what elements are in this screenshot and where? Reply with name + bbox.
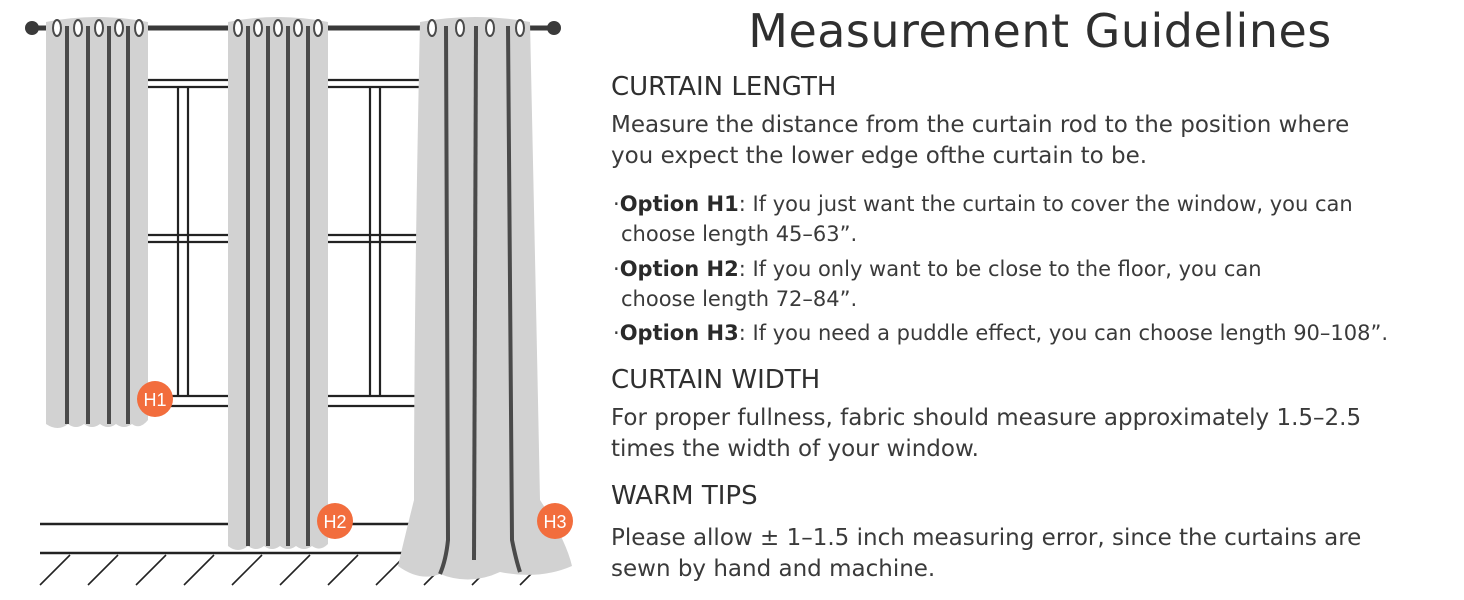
option-h1: ·Option H1: If you just want the curtain to cover the window, you can choose length 45–63”. [613, 189, 1353, 249]
heading-warm-tips: WARM TIPS [611, 481, 758, 511]
option-h2: ·Option H2: If you only want to be close to the floor, you can choose length 72–84”. [613, 254, 1262, 314]
heading-curtain-width: CURTAIN WIDTH [611, 365, 821, 395]
option-h3-label: Option H3 [619, 321, 739, 345]
marker-h2 [317, 503, 353, 539]
warm-tips-line-2: sewn by hand and machine. [611, 556, 936, 582]
curtain-width-line-2: times the width of your window. [611, 436, 979, 462]
curtain-h2 [228, 17, 328, 550]
marker-h1-label: H1 [143, 390, 167, 410]
option-h2-label: Option H2 [619, 257, 739, 281]
option-h1-label: Option H1 [619, 192, 739, 216]
marker-h3 [537, 503, 573, 539]
option-h1-text-cont: choose length 45–63”. [621, 222, 858, 246]
curtain-width-line-1: For proper fullness, fabric should measure approximately 1.5–2.5 [611, 405, 1362, 431]
warm-tips-text [611, 523, 1361, 585]
curtain-length-text [611, 110, 1349, 172]
option-h3: ·Option H3: If you need a puddle effect, you can choose length 90–108”. [613, 321, 1389, 345]
warm-tips-line-1: Please allow ± 1–1.5 inch measuring error, since the curtains are [611, 525, 1362, 551]
page-title: Measurement Guidelines [748, 4, 1332, 58]
option-h2-text-cont: choose length 72–84”. [621, 287, 858, 311]
curtain-h3 [398, 17, 572, 580]
marker-h1 [137, 381, 173, 417]
option-h1-text: : If you just want the curtain to cover the window, you can [738, 192, 1353, 216]
option-h2-text: : If you only want to be close to the floor, you can [738, 257, 1262, 281]
option-h3-text: : If you need a puddle effect, you can choose length 90–108”. [738, 321, 1389, 345]
curtain-length-line-1: Measure the distance from the curtain rod to the position where [611, 112, 1350, 138]
marker-h2-label: H2 [323, 512, 347, 532]
curtain-length-line-2: you expect the lower edge ofthe curtain to be. [611, 143, 1148, 169]
curtain-h1 [46, 17, 148, 428]
marker-h3-label: H3 [543, 512, 567, 532]
curtain-illustration [0, 0, 600, 600]
heading-curtain-length: CURTAIN LENGTH [611, 72, 837, 102]
curtain-width-text [611, 403, 1361, 465]
